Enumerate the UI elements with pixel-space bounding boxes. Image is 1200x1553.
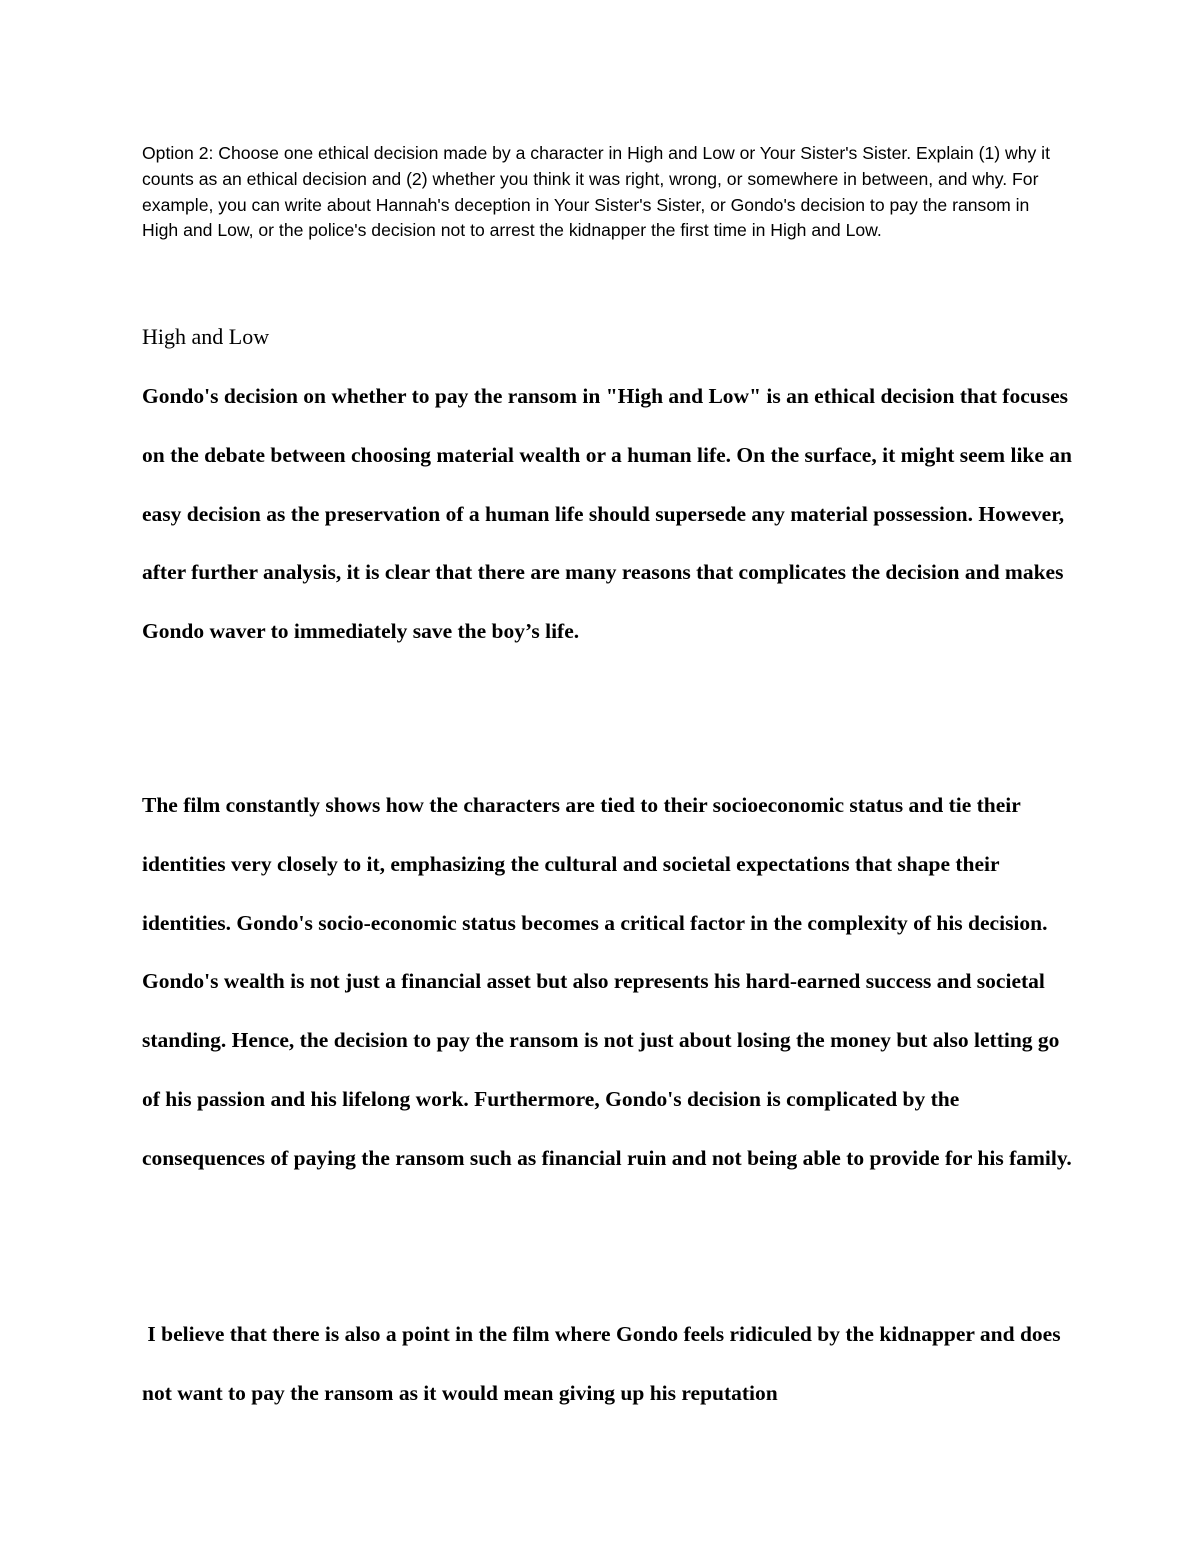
assignment-prompt: Option 2: Choose one ethical decision made by a character in High and Low or Your Sister's Sister. Explain (1) why it counts as an ethical decision and (2) whether you think it was right, wrong, or somewhere in between, and why. For example, you can write about Hannah's deception in Your Sister's Sister, or Gondo's decision to pay the ransom in High and Low, or the police's decision not to arrest the kidnapper the first time in High and Low. bbox=[142, 143, 1050, 241]
essay-paragraph-1: Gondo's decision on whether to pay the ransom in "High and Low" is an ethical decision that focuses on the debate between choosing material wealth or a human life. On the surface, it might seem like an easy decision as the preservation of a human life should supersede any material possession. However, after further analysis, it is clear that there are many reasons that complicates the decision and makes Gondo waver to immediately save the boy’s life. bbox=[142, 384, 1073, 644]
section-heading: High and Low bbox=[142, 324, 270, 349]
essay-paragraph-3: I believe that there is also a point in the film where Gondo feels ridiculed by the kidnapper and does not want to pay the ransom as it would mean giving up his reputation bbox=[142, 1322, 1066, 1405]
essay-paragraph-2: The film constantly shows how the characters are tied to their socioeconomic status and tie their identities very closely to it, emphasizing the cultural and societal expectations that shape their identities. Gondo's socio-economic status becomes a critical factor in the complexity of his decision. Gondo's wealth is not just a financial asset but also represents his hard-earned success and societal standing. Hence, the decision to pay the ransom is not just about losing the money but also letting go of his passion and his lifelong work. Furthermore, Gondo's decision is complicated by the consequences of paying the ransom such as financial ruin and not being able to provide for his family. bbox=[142, 793, 1072, 1170]
